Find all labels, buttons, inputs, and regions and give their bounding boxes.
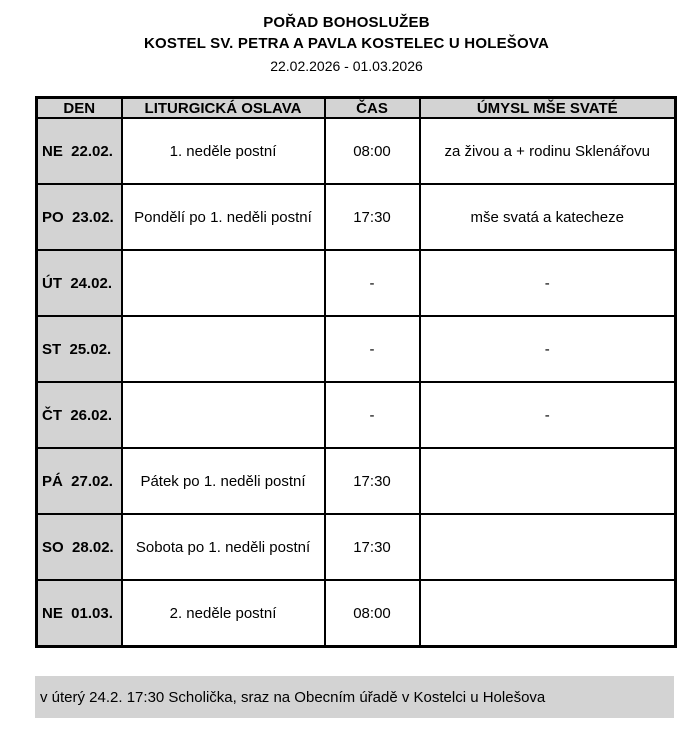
intention-cell <box>420 514 676 580</box>
time-cell: 17:30 <box>325 184 420 250</box>
liturgy-cell: Pondělí po 1. neděli postní <box>122 184 325 250</box>
time-cell: - <box>325 316 420 382</box>
liturgy-cell: Sobota po 1. neděli postní <box>122 514 325 580</box>
table-row <box>37 580 676 647</box>
announcement-note: v úterý 24.2. 17:30 Scholička, sraz na Obecním úřadě v Kostelci u Holešova <box>35 676 674 718</box>
intention-cell: - <box>420 316 676 382</box>
liturgy-cell <box>122 316 325 382</box>
time-cell: 17:30 <box>325 514 420 580</box>
day-cell: NE 01.03. <box>37 580 122 647</box>
intention-cell: za živou a + rodinu Sklenářovu <box>420 118 676 184</box>
intention-cell: - <box>420 250 676 316</box>
table-row <box>37 184 676 250</box>
date-range: 22.02.2026 - 01.03.2026 <box>270 58 423 74</box>
time-cell: 08:00 <box>325 580 420 647</box>
table-row <box>37 250 676 316</box>
table-row <box>37 382 676 448</box>
column-header-umysl: ÚMYSL MŠE SVATÉ <box>420 98 676 119</box>
time-cell: - <box>325 250 420 316</box>
day-cell: PÁ 27.02. <box>37 448 122 514</box>
day-cell: ST 25.02. <box>37 316 122 382</box>
day-cell: SO 28.02. <box>37 514 122 580</box>
time-cell: - <box>325 382 420 448</box>
day-cell: ÚT 24.02. <box>37 250 122 316</box>
column-header-oslava: LITURGICKÁ OSLAVA <box>122 98 325 119</box>
schedule-table <box>35 96 677 648</box>
time-cell: 08:00 <box>325 118 420 184</box>
liturgy-cell: 1. neděle postní <box>122 118 325 184</box>
time-cell: 17:30 <box>325 448 420 514</box>
column-header-cas: ČAS <box>325 98 420 119</box>
table-row <box>37 118 676 184</box>
table-row <box>37 316 676 382</box>
day-cell: PO 23.02. <box>37 184 122 250</box>
table-row <box>37 448 676 514</box>
liturgy-cell: Pátek po 1. neděli postní <box>122 448 325 514</box>
liturgy-cell <box>122 250 325 316</box>
liturgy-cell <box>122 382 325 448</box>
page-title: POŘAD BOHOSLUŽEB <box>263 14 430 31</box>
church-name: KOSTEL SV. PETRA A PAVLA KOSTELEC U HOLEŠOVA <box>144 35 549 52</box>
page-header <box>0 12 693 76</box>
intention-cell: - <box>420 382 676 448</box>
day-cell: NE 22.02. <box>37 118 122 184</box>
intention-cell <box>420 580 676 647</box>
intention-cell <box>420 448 676 514</box>
liturgy-cell: 2. neděle postní <box>122 580 325 647</box>
header-row <box>37 98 676 119</box>
column-header-den: DEN <box>37 98 122 119</box>
day-cell: ČT 26.02. <box>37 382 122 448</box>
intention-cell: mše svatá a katecheze <box>420 184 676 250</box>
table-row <box>37 514 676 580</box>
